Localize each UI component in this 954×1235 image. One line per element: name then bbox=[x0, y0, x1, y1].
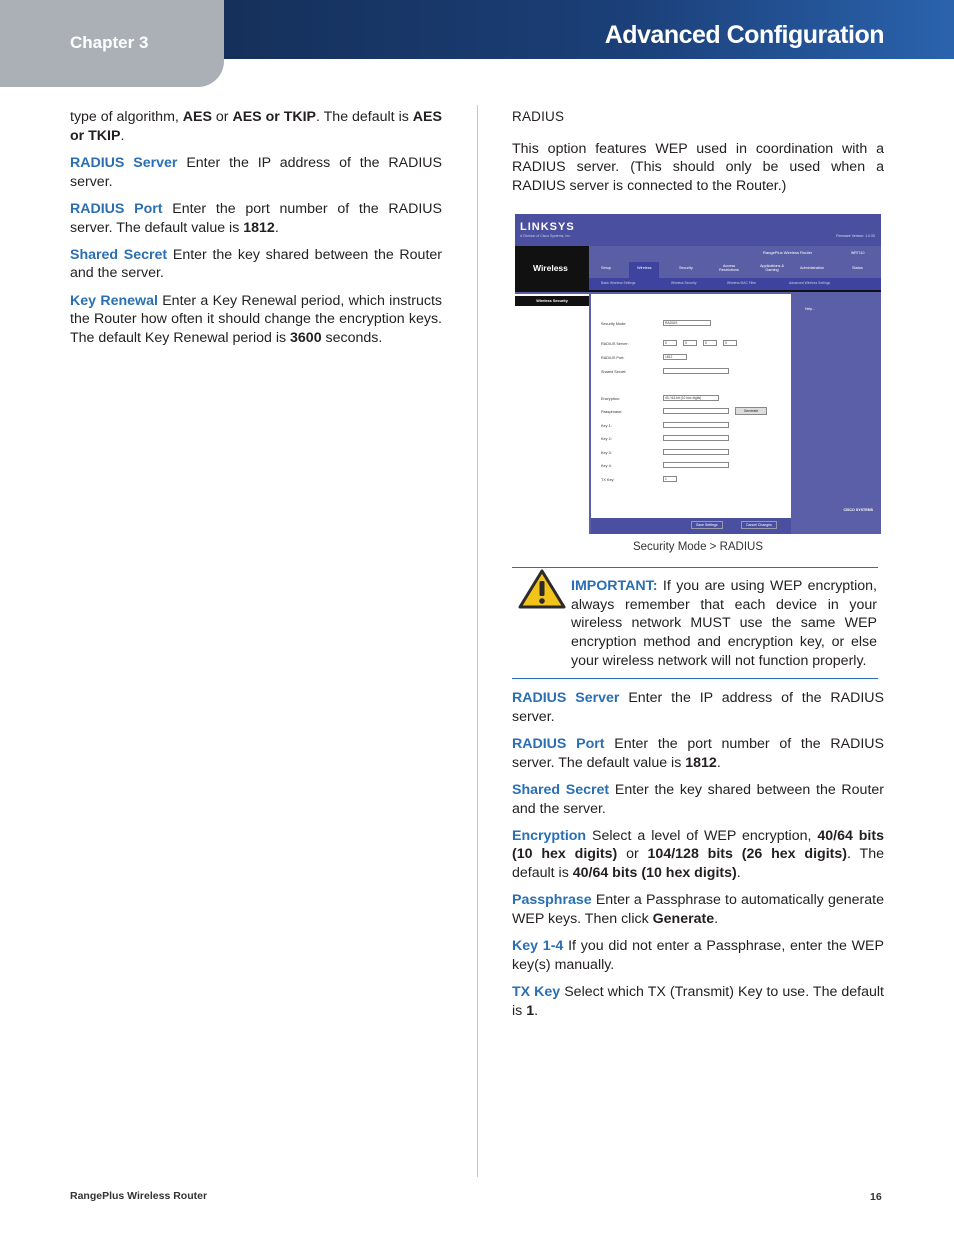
shot-input-port[interactable]: 1812 bbox=[663, 354, 687, 360]
shot-save-button[interactable]: Save Settings bbox=[691, 521, 723, 529]
paragraph-tx-key: TX Key Select which TX (Transmit) Key to use. The default is 1. bbox=[512, 984, 884, 1019]
paragraph-passphrase: Passphrase Enter a Passphrase to automatically generate WEP keys. Then click Generate. bbox=[512, 892, 884, 928]
linksys-logo: LINKSYS bbox=[520, 221, 575, 233]
cisco-logo: CISCO SYSTEMS bbox=[843, 508, 873, 512]
shot-leftpanel bbox=[515, 294, 589, 534]
shot-label-key3: Key 3: bbox=[601, 451, 612, 455]
shot-label-security-mode: Security Mode: bbox=[601, 322, 627, 326]
paragraph-shared-secret: Shared Secret Enter the key shared between the Router and the server. bbox=[70, 246, 442, 282]
router-screenshot bbox=[515, 214, 881, 534]
term-key-renewal: Key Renewal bbox=[70, 292, 158, 309]
shot-select-security-mode[interactable]: RADIUS bbox=[663, 320, 711, 326]
shot-input-passphrase[interactable] bbox=[663, 408, 729, 414]
shot-helppanel bbox=[793, 294, 881, 518]
footer-product: RangePlus Wireless Router bbox=[70, 1190, 208, 1202]
shot-subtab-basic[interactable]: Basic Wireless Settings bbox=[601, 281, 636, 285]
shot-label-key1: Key 1: bbox=[601, 424, 612, 428]
right-column bbox=[512, 108, 884, 204]
shot-model: WRT110 bbox=[851, 251, 865, 255]
shot-label-key2: Key 2: bbox=[601, 437, 612, 441]
important-text: IMPORTANT: If you are using WEP encryption, always remember that each device in your wireless network MUST use the same WEP encryption method and encryption key, or else your wireless network will not function properly. bbox=[571, 578, 877, 669]
important-label: IMPORTANT: bbox=[571, 578, 658, 594]
shot-nav-active bbox=[629, 262, 659, 278]
shot-generate-button[interactable]: Generate bbox=[735, 407, 767, 415]
paragraph-radius-port: RADIUS Port Enter the port number of the RADIUS server. The default value is 1812. bbox=[70, 200, 442, 236]
paragraph-radius-intro: This option features WEP used in coordination with a RADIUS server. (This should only be used when a RADIUS server is connected to the Router.) bbox=[512, 140, 884, 195]
paragraph-key-renewal: Key Renewal Enter a Key Renewal period, which instructs the Router how often it should change the encryption keys. The default Key Renewal period is 3600 seconds. bbox=[70, 292, 442, 347]
paragraph-radius-server: RADIUS Server Enter the IP address of the RADIUS server. bbox=[70, 154, 442, 190]
term-radius-server: RADIUS Server bbox=[70, 154, 178, 171]
shot-label-shared-secret: Shared Secret: bbox=[601, 370, 627, 374]
paragraph-shared-secret-2: Shared Secret Enter the key shared between the Router and the server. bbox=[512, 781, 884, 817]
shot-tab-access[interactable]: Access Restrictions bbox=[719, 264, 739, 272]
shot-input-key2[interactable] bbox=[663, 435, 729, 441]
page-number: 16 bbox=[870, 1191, 882, 1203]
right-column-definitions bbox=[512, 689, 884, 1029]
shot-content bbox=[591, 294, 791, 518]
paragraph-radius-server-2: RADIUS Server Enter the IP address of the RADIUS server. bbox=[512, 690, 884, 725]
shot-label-passphrase: Passphrase: bbox=[601, 410, 623, 414]
shot-tab-security[interactable]: Security bbox=[679, 266, 693, 270]
shot-tab-status[interactable]: Status bbox=[852, 266, 863, 270]
shot-help-link[interactable]: Help... bbox=[805, 307, 816, 311]
term-radius-port: RADIUS Port bbox=[70, 200, 163, 217]
firmware-version: Firmware Version: 1.0.00 bbox=[836, 234, 875, 238]
shot-select-tx-key[interactable]: 1 bbox=[663, 476, 677, 482]
shot-label-encryption: Encryption: bbox=[601, 397, 620, 401]
shot-input-shared-secret[interactable] bbox=[663, 368, 729, 374]
paragraph-encryption: Encryption Select a level of WEP encryption, 40/64 bits (10 hex digits) or 104/128 bits (26 hex digits). The default is 40/64 bits (10 hex digits). bbox=[512, 827, 884, 882]
shot-tab-admin[interactable]: Administration bbox=[800, 266, 825, 270]
shot-input-key3[interactable] bbox=[663, 449, 729, 455]
shot-label-key4: Key 4: bbox=[601, 464, 612, 468]
left-column bbox=[70, 108, 442, 356]
shot-input-ip4[interactable]: 0 bbox=[723, 340, 737, 346]
shot-tab-wireless[interactable]: Wireless bbox=[637, 266, 652, 270]
figure-caption: Security Mode > RADIUS bbox=[632, 541, 764, 553]
shot-subtab-advanced[interactable]: Advanced Wireless Settings bbox=[789, 281, 831, 285]
shot-product-name: RangePlus Wireless Router bbox=[763, 250, 813, 255]
shot-left-label: Wireless Security bbox=[515, 296, 589, 306]
shot-section-name: Wireless bbox=[533, 263, 568, 273]
column-divider bbox=[477, 105, 478, 1177]
shot-select-encryption[interactable]: 40 / 64-bit (10 hex digits) bbox=[663, 395, 719, 401]
paragraph-key-1-4: Key 1-4 If you did not enter a Passphrase, enter the WEP key(s) manually. bbox=[512, 938, 884, 973]
shot-input-ip3[interactable]: 0 bbox=[703, 340, 717, 346]
shot-cancel-button[interactable]: Cancel Changes bbox=[741, 521, 777, 529]
shot-label-radius-port: RADIUS Port: bbox=[601, 356, 625, 360]
shot-subtab-security[interactable]: Wireless Security bbox=[671, 281, 697, 285]
shot-input-ip2[interactable]: 0 bbox=[683, 340, 697, 346]
important-note bbox=[512, 567, 878, 679]
shot-label-tx-key: TX Key: bbox=[601, 478, 615, 482]
shot-tab-apps[interactable]: Applications & Gaming bbox=[759, 264, 785, 272]
shot-label-radius-server: RADIUS Server: bbox=[601, 342, 629, 346]
shot-input-key1[interactable] bbox=[663, 422, 729, 428]
shot-productbar bbox=[589, 246, 881, 262]
page-title: Advanced Configuration bbox=[604, 21, 884, 49]
shot-input-ip1[interactable]: 0 bbox=[663, 340, 677, 346]
section-heading: RADIUS bbox=[512, 109, 565, 124]
shot-input-key4[interactable] bbox=[663, 462, 729, 468]
logo-subtitle: A Division of Cisco Systems, Inc. bbox=[520, 234, 571, 238]
paragraph-algorithm: type of algorithm, AES or AES or TKIP. The default is AES or TKIP. bbox=[70, 109, 442, 144]
shot-subtab-mac[interactable]: Wireless MAC Filter bbox=[727, 281, 757, 285]
paragraph-radius-port-2: RADIUS Port Enter the port number of the RADIUS server. The default value is 1812. bbox=[512, 735, 884, 771]
shot-tab-setup[interactable]: Setup bbox=[601, 266, 611, 270]
term-shared-secret: Shared Secret bbox=[70, 246, 168, 263]
warning-icon bbox=[518, 568, 566, 610]
chapter-label: Chapter 3 bbox=[70, 33, 149, 52]
